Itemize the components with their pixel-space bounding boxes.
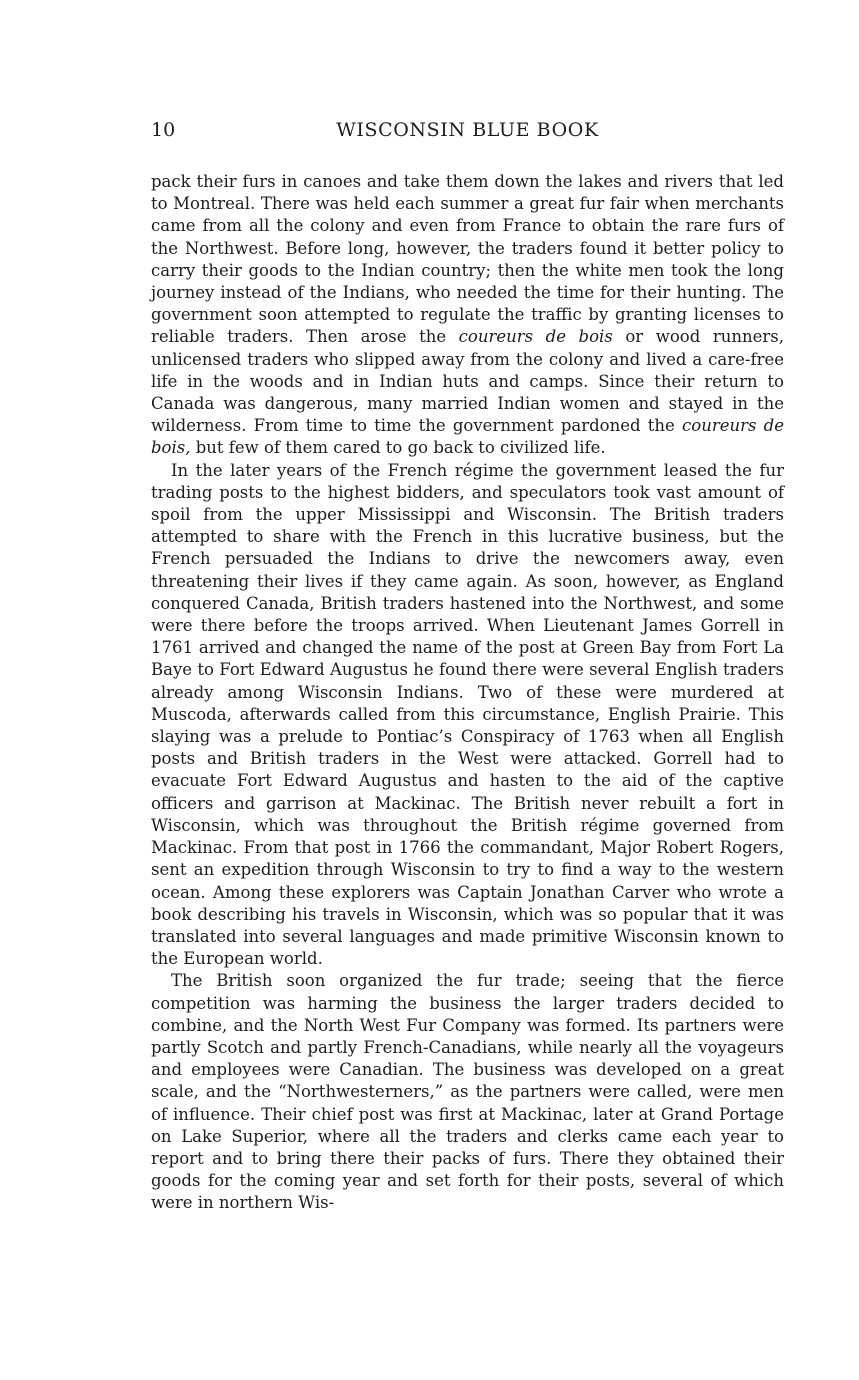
text-segment: pack their furs in canoes and take them down the lakes and rivers that led to Montreal. There was held each summer a great fur fair when merchants came from all the colony and even from France to obtain the rare furs of the Northwest. Before long, however, the traders found it better policy to carry their goods to the Indian country; then the white men took the long journey instead of the Indians, who needed the time for their hunting. The government soon attempted to regulate the traffic by granting licenses to reliable traders. Then arose the: [151, 172, 784, 347]
italic-term: coureurs de bois,: [151, 416, 784, 458]
text-segment: In the later years of the French régime the government leased the fur trading posts to the highest bidders, and speculators took vast amount of spoil from the upper Mississippi and Wisconsin. The British traders attempted to share with the French in this lucrative business, but the French persuaded the Indians to drive the newcomers away, even threatening their lives if they came again. As soon, however, as England conquered Canada, British traders hastened into the Northwest, and some were there before the troops arrived. When Lieutenant James Gorrell in 1761 arrived and changed the name of the post at Green Bay from Fort La Baye to Fort Edward Augustus he found there were several English traders already among Wisconsin Indians. Two of these were murdered at Muscoda, afterwards called from this circumstance, English Prairie. This slaying was a prelude to Pontiac’s Conspiracy of 1763 when all English posts and British traders in the West were attacked. Gorrell had to evacuate Fort Edward Augustus and hasten to the aid of the captive officers and garrison at Mackinac. The British never rebuilt a fort in Wisconsin, which was throughout the British régime governed from Mackinac. From that post in 1766 the commandant, Major Robert Rogers, sent an expedition through Wisconsin to try to find a way to the western ocean. Among these explorers was Captain Jonathan Carver who wrote a book describing his travels in Wisconsin, which was so popular that it was translated into several languages and made primitive Wisconsin known to the European world.: [151, 460, 784, 969]
paragraph-1: [151, 171, 784, 460]
body-text: [151, 171, 784, 1215]
text-segment: but few of them cared to go back to civilized life.: [190, 438, 606, 458]
paragraph-2: [151, 460, 784, 971]
paragraph-3: [151, 970, 784, 1214]
page-header: [151, 119, 784, 145]
text-segment: or wood runners, unlicensed traders who slipped away from the colony and lived a care-free life in the woods and in Indian huts and camps. Since their return to Canada was dangerous, many married Indian women and stayed in the wilderness. From time to time the government pardoned the: [151, 327, 784, 436]
running-title: WISCONSIN BLUE BOOK: [336, 119, 599, 141]
text-segment: The British soon organized the fur trade; seeing that the fierce competition was harming the business the larger traders decided to combine, and the North West Fur Company was formed. Its partners were partly Scotch and partly French-Canadians, while nearly all the voyageurs and employees were Canadian. The business was developed on a great scale, and the “Northwesterners,” as the partners were called, were men of influence. Their chief post was first at Mackinac, later at Grand Portage on Lake Superior, where all the traders and clerks came each year to report and to bring there their packs of furs. There they obtained their goods for the coming year and set forth for their posts, several of which were in northern Wis-: [151, 971, 784, 1213]
page-number: 10: [151, 119, 176, 141]
italic-term: coureurs de bois: [458, 327, 613, 347]
